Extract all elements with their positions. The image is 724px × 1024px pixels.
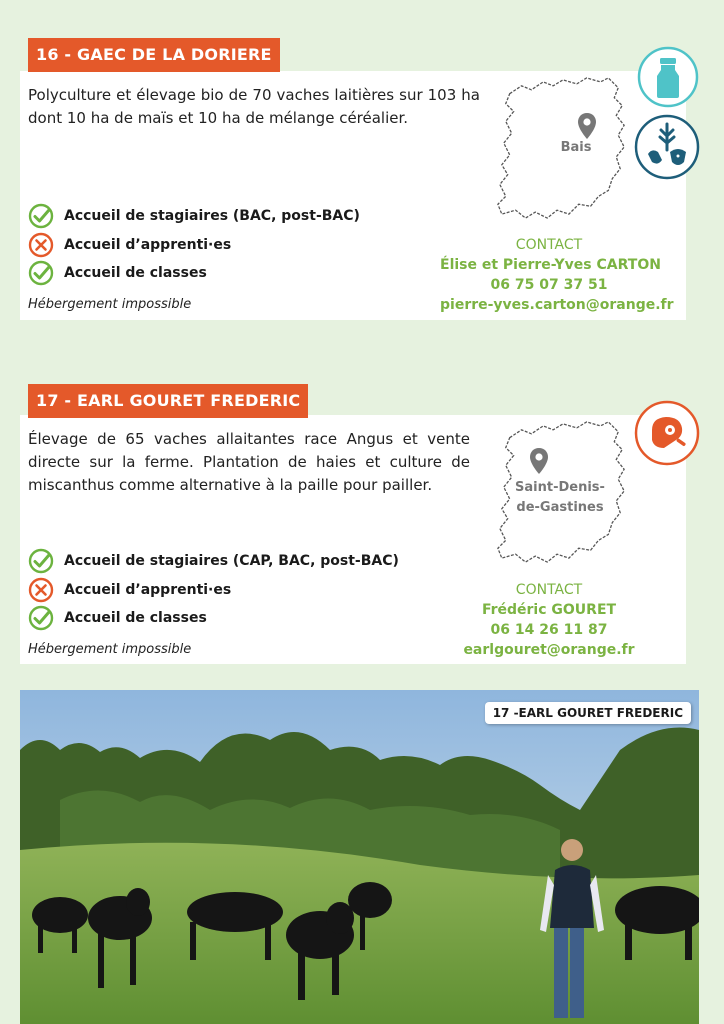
farm-title-16: 16 - GAEC DE LA DORIERE xyxy=(28,38,280,72)
check-item xyxy=(28,605,207,631)
farm-description-16: Polyculture et élevage bio de 70 vaches laitières sur 103 ha dont 10 ha de maïs et 10 ha de mélange céréalier. xyxy=(28,86,480,127)
check-label: Accueil d’apprenti·es xyxy=(64,582,232,598)
farm-description-17: Élevage de 65 vaches allaitantes race Angus et vente directe sur la ferme. Plantation de haies et culture de miscanthus comme alternative à la paille pour pailler. xyxy=(28,430,470,494)
map-location-line: Saint-Denis- xyxy=(515,480,605,495)
meat-icon xyxy=(634,400,700,466)
photo-caption: 17 -EARL GOURET FREDERIC xyxy=(485,702,691,724)
check-item xyxy=(28,260,207,286)
map-location-line: de-Gastines xyxy=(516,500,604,515)
check-item xyxy=(28,577,231,603)
contact-phone[interactable]: 06 14 26 11 87 xyxy=(490,622,608,638)
contact-email[interactable]: earlgouret@orange.fr xyxy=(463,642,635,658)
contact-label: CONTACT xyxy=(515,582,583,598)
check-label: Accueil d’apprenti·es xyxy=(64,237,232,253)
check-label: Accueil de stagiaires (BAC, post-BAC) xyxy=(64,208,360,224)
check-circle-icon xyxy=(28,260,54,286)
location-pin-icon xyxy=(577,112,597,140)
location-pin-icon xyxy=(529,447,549,475)
lodging-note: Hébergement impossible xyxy=(28,297,192,312)
check-item xyxy=(28,203,360,229)
contact-name: Frédéric GOURET xyxy=(481,602,617,618)
check-label: Accueil de stagiaires (CAP, BAC, post-BAC) xyxy=(64,553,399,569)
farm-photo xyxy=(20,690,699,1024)
check-circle-icon xyxy=(28,605,54,631)
check-item xyxy=(28,232,231,258)
check-item xyxy=(28,548,399,574)
pasture-scene xyxy=(20,690,699,1024)
lodging-note: Hébergement impossible xyxy=(28,642,192,657)
contact-label: CONTACT xyxy=(515,237,583,253)
farm-title-17: 17 - EARL GOURET FREDERIC xyxy=(28,384,308,418)
check-label: Accueil de classes xyxy=(64,610,207,626)
check-circle-icon xyxy=(28,548,54,574)
map-location-label xyxy=(510,478,610,518)
check-circle-icon xyxy=(28,203,54,229)
map-location-label: Bais xyxy=(560,140,592,155)
contact-block-17 xyxy=(440,580,658,660)
check-label: Accueil de classes xyxy=(64,265,207,281)
cross-circle-icon xyxy=(28,577,54,603)
contact-name: Élise et Pierre-Yves CARTON xyxy=(440,257,661,273)
contact-block-16 xyxy=(440,235,674,315)
contact-email[interactable]: pierre-yves.carton@orange.fr xyxy=(440,297,674,313)
crop-livestock-icon xyxy=(634,114,700,180)
contact-phone[interactable]: 06 75 07 37 51 xyxy=(490,277,608,293)
cross-circle-icon xyxy=(28,232,54,258)
milk-bottle-icon xyxy=(637,46,699,108)
